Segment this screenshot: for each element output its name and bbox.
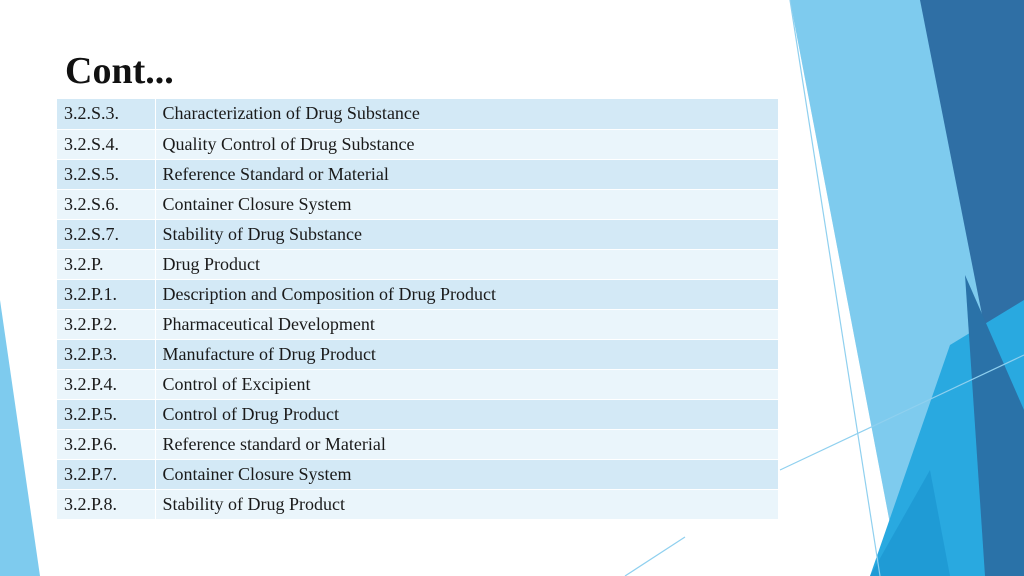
table-row bbox=[57, 189, 778, 219]
section-code: 3.2.P. bbox=[57, 249, 155, 279]
table-row bbox=[57, 99, 778, 129]
section-code: 3.2.P.4. bbox=[57, 369, 155, 399]
section-description: Container Closure System bbox=[155, 189, 778, 219]
section-description: Stability of Drug Product bbox=[155, 489, 778, 519]
section-code: 3.2.S.3. bbox=[57, 99, 155, 129]
section-table bbox=[57, 99, 778, 520]
table-row bbox=[57, 459, 778, 489]
section-description: Container Closure System bbox=[155, 459, 778, 489]
table-row bbox=[57, 369, 778, 399]
table-row bbox=[57, 279, 778, 309]
section-description: Pharmaceutical Development bbox=[155, 309, 778, 339]
table-row bbox=[57, 339, 778, 369]
section-description: Reference standard or Material bbox=[155, 429, 778, 459]
section-description: Manufacture of Drug Product bbox=[155, 339, 778, 369]
section-table-body bbox=[57, 99, 778, 519]
slide-title: Cont... bbox=[65, 50, 174, 92]
table-row bbox=[57, 159, 778, 189]
section-code: 3.2.P.3. bbox=[57, 339, 155, 369]
left-accent-triangle bbox=[0, 300, 40, 576]
section-description: Stability of Drug Substance bbox=[155, 219, 778, 249]
table-row bbox=[57, 249, 778, 279]
section-description: Quality Control of Drug Substance bbox=[155, 129, 778, 159]
section-code: 3.2.P.1. bbox=[57, 279, 155, 309]
section-description: Control of Drug Product bbox=[155, 399, 778, 429]
section-code: 3.2.P.6. bbox=[57, 429, 155, 459]
section-description: Characterization of Drug Substance bbox=[155, 99, 778, 129]
table-row bbox=[57, 219, 778, 249]
section-code: 3.2.P.5. bbox=[57, 399, 155, 429]
table-row bbox=[57, 309, 778, 339]
section-description: Drug Product bbox=[155, 249, 778, 279]
section-code: 3.2.S.6. bbox=[57, 189, 155, 219]
section-code: 3.2.S.7. bbox=[57, 219, 155, 249]
table-row bbox=[57, 399, 778, 429]
table-row bbox=[57, 429, 778, 459]
section-description: Control of Excipient bbox=[155, 369, 778, 399]
table-row bbox=[57, 129, 778, 159]
section-code: 3.2.P.7. bbox=[57, 459, 155, 489]
section-description: Reference Standard or Material bbox=[155, 159, 778, 189]
section-description: Description and Composition of Drug Product bbox=[155, 279, 778, 309]
section-code: 3.2.S.4. bbox=[57, 129, 155, 159]
section-code: 3.2.P.2. bbox=[57, 309, 155, 339]
section-code: 3.2.P.8. bbox=[57, 489, 155, 519]
table-row bbox=[57, 489, 778, 519]
section-code: 3.2.S.5. bbox=[57, 159, 155, 189]
thin-diagonal-line-3 bbox=[625, 537, 685, 576]
